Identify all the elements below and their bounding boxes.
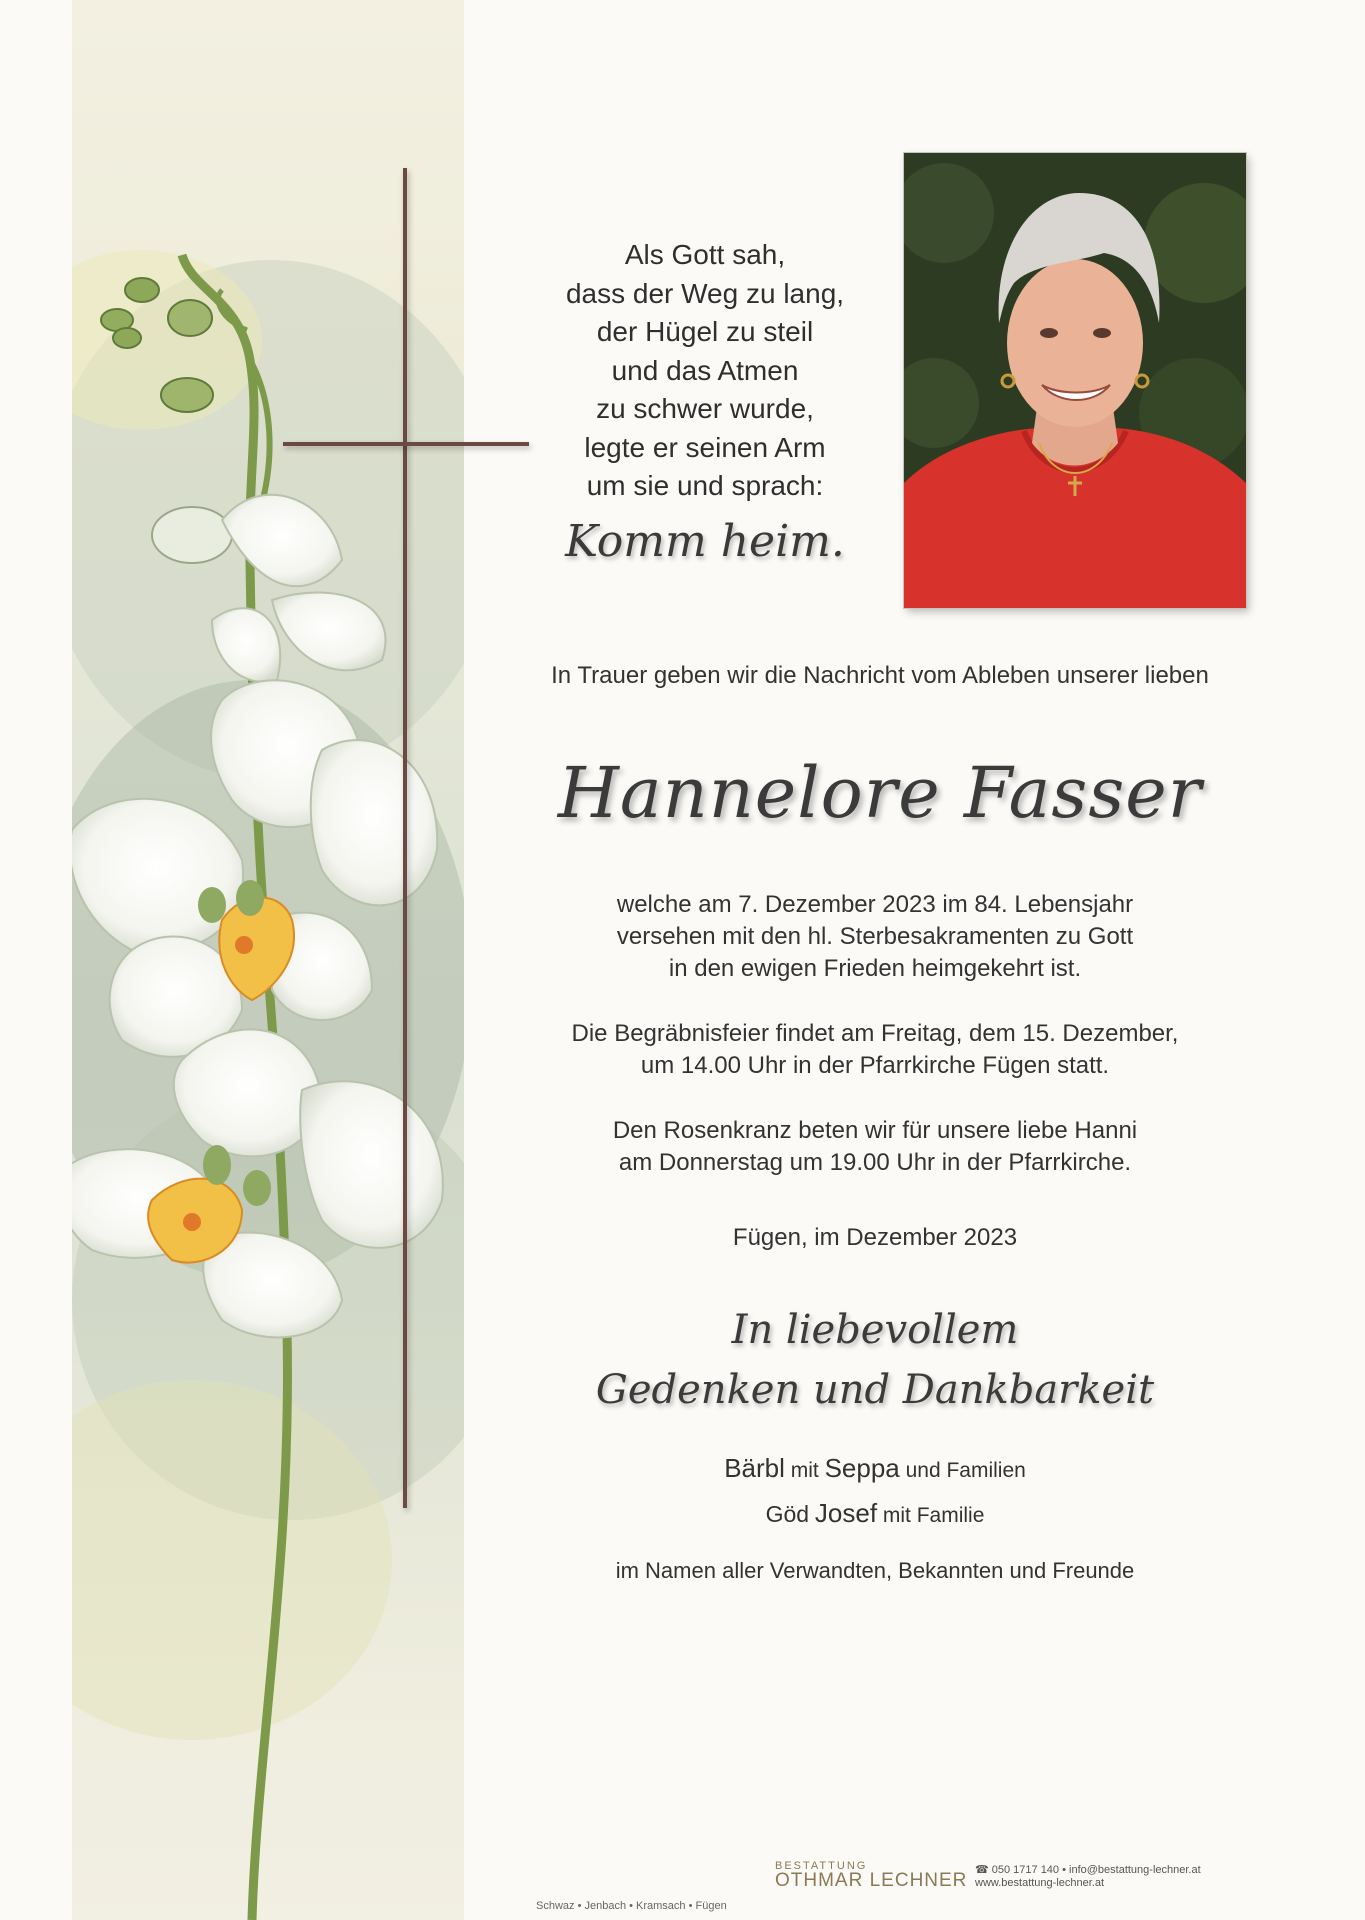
mourner-row: [520, 1448, 1230, 1493]
cross-horizontal-bar: [283, 442, 529, 446]
mourner-name: Göd: [765, 1501, 810, 1527]
poem-line: dass der Weg zu lang,: [565, 277, 845, 309]
death-notice-line: versehen mit den hl. Sterbesakramenten zu Gott: [616, 923, 1134, 950]
contact-phone-email: ☎ 050 1717 140 • info@bestattung-lechner.at: [975, 1864, 1201, 1876]
place-date-text: Fügen, im Dezember 2023: [732, 1224, 1018, 1251]
death-notice-line: in den ewigen Frieden heimgekehrt ist.: [668, 955, 1082, 982]
poem-line: um sie und sprach:: [586, 470, 824, 501]
logo-top: BESTATTUNG: [775, 1860, 868, 1872]
poem-line: zu schwer wurde,: [596, 393, 814, 424]
rosary-info: [520, 1115, 1230, 1179]
mourner-name: Josef: [814, 1498, 878, 1528]
deceased-name: Hannelore Fasser: [557, 752, 1203, 834]
death-notice-line: welche am 7. Dezember 2023 im 84. Lebensjahr: [616, 891, 1134, 918]
mourner-row: [520, 1493, 1230, 1538]
closing-line: im Namen aller Verwandten, Bekannten und Freunde: [615, 1558, 1135, 1583]
portrait-illustration: [904, 153, 1246, 608]
mourner-name: Seppa: [824, 1453, 900, 1483]
cross-vertical-bar: [403, 168, 407, 1508]
funeral-info: [520, 1018, 1230, 1082]
funeral-home-logo: [775, 1860, 967, 1892]
mourners-list: [520, 1448, 1230, 1538]
poem-line: Als Gott sah,: [624, 239, 786, 270]
poem: [520, 236, 890, 572]
poem-line: der Hügel zu steil: [596, 316, 814, 347]
poem-closing: Komm heim.: [565, 515, 845, 567]
intro-text: In Trauer geben wir die Nachricht vom Ableben unserer lieben: [551, 662, 1209, 689]
mourner-suffix: und Familien: [899, 1459, 1026, 1482]
poem-line: legte er seinen Arm: [584, 431, 826, 463]
mourner-connector: mit: [784, 1459, 825, 1482]
death-notice: [520, 889, 1230, 985]
funeral-line: Die Begräbnisfeier findet am Freitag, dem 15. Dezember,: [571, 1020, 1179, 1047]
contact-web: www.bestattung-lechner.at: [975, 1877, 1105, 1889]
memorial-line: Gedenken und Dankbarkeit: [595, 1367, 1155, 1413]
memorial-line: In liebevollem: [731, 1307, 1019, 1353]
rosary-line: Den Rosenkranz beten wir für unsere liebe Hanni: [612, 1117, 1138, 1144]
mourner-suffix: mit Familie: [877, 1504, 985, 1527]
rosary-line: am Donnerstag um 19.00 Uhr in der Pfarrkirche.: [618, 1149, 1132, 1176]
memorial-text: [520, 1300, 1230, 1420]
place-date: [520, 1222, 1230, 1254]
mourner-name: Bärbl: [724, 1453, 785, 1483]
footer-locations: Schwaz • Jenbach • Kramsach • Fügen: [536, 1900, 727, 1912]
portrait-photo: [904, 153, 1246, 608]
logo-main: OTHMAR LECHNER: [775, 1870, 968, 1891]
footer-contact: [975, 1864, 1201, 1890]
funeral-line: um 14.00 Uhr in der Pfarrkirche Fügen statt.: [640, 1052, 1110, 1079]
poem-line: und das Atmen: [611, 354, 799, 386]
